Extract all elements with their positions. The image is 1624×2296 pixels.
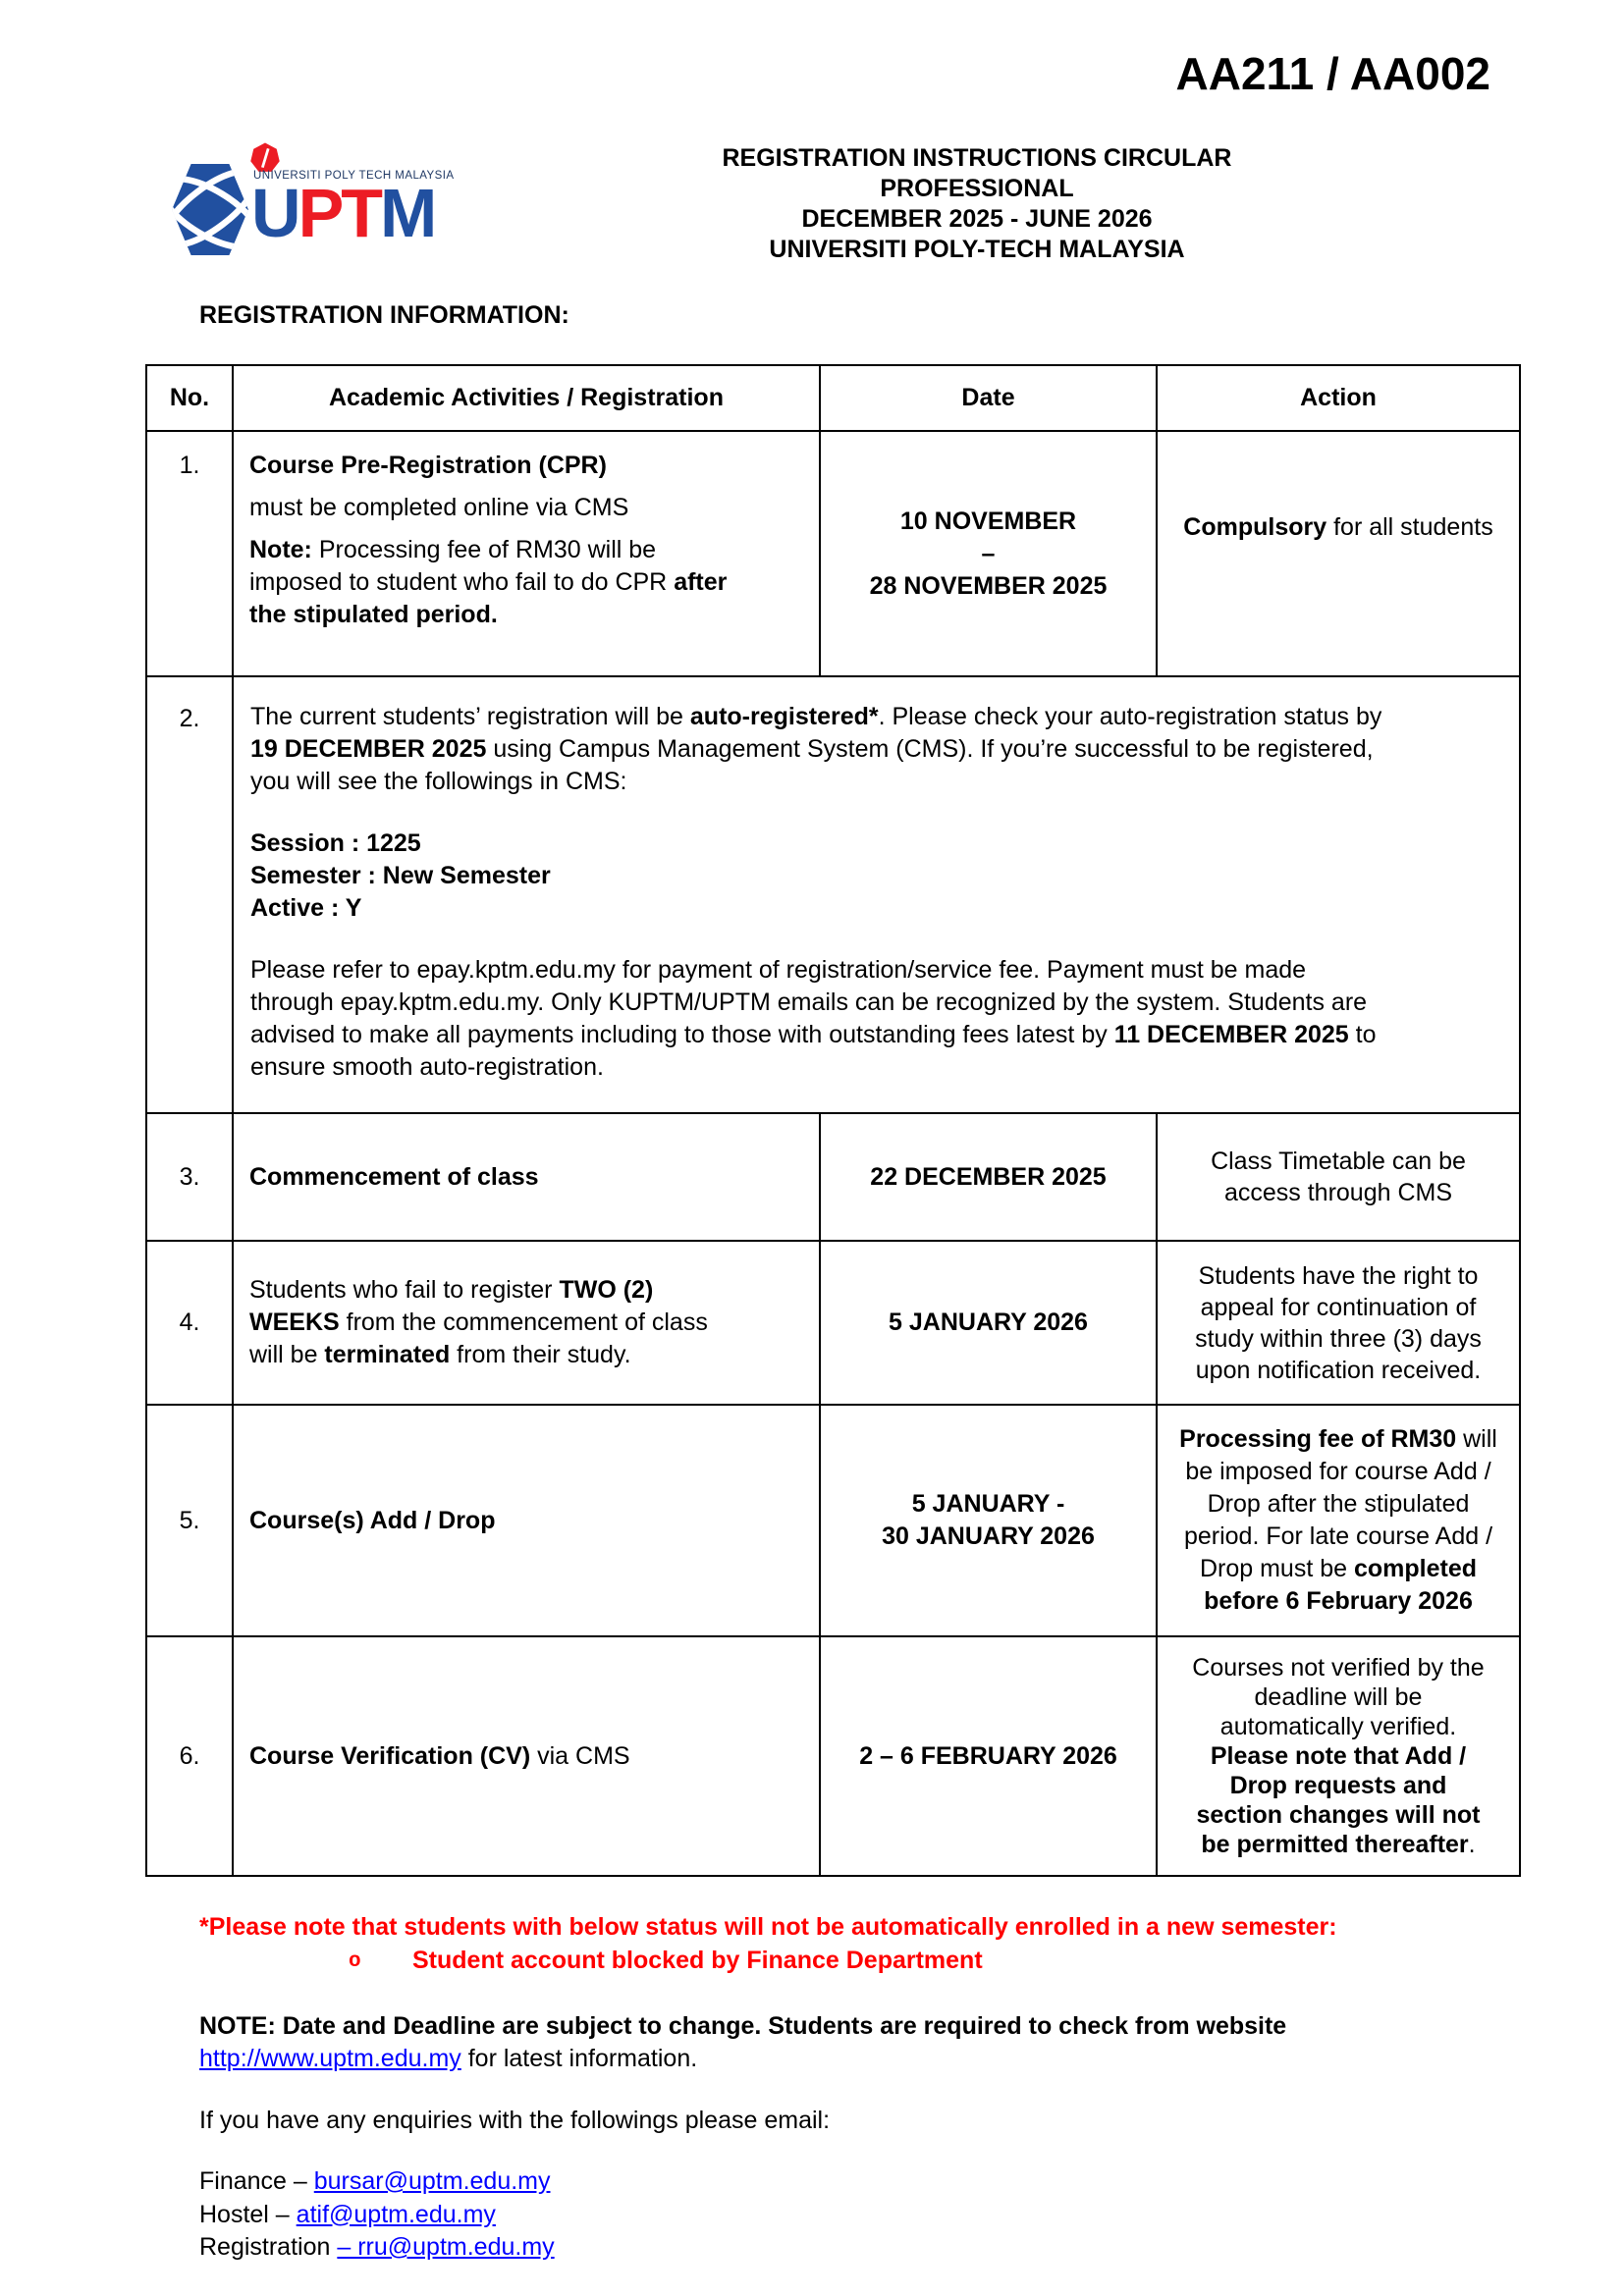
- warning-line: *Please note that students with below status will not be automatically enrolled in a new semester:: [199, 1913, 1337, 1941]
- text-segment: Please refer to epay.kptm.edu.my for payment of registration/service fee. Payment must be made through epay.kptm.edu.my. Only KUPTM/UPTM emails can be recognized by the system. Students are advised to make all payments including to those with outstanding fees latest by: [250, 956, 1368, 1048]
- contact-label: Hostel –: [199, 2200, 297, 2228]
- text-segment: via CMS: [530, 1741, 630, 1770]
- text-segment: from the commencement of class will be: [249, 1308, 708, 1368]
- row6-action-text: [1191, 1653, 1486, 1859]
- row4-activities: [233, 1241, 820, 1405]
- title-line-1: REGISTRATION INSTRUCTIONS CIRCULAR: [722, 144, 1232, 172]
- text-segment: Course(s) Add / Drop: [249, 1506, 496, 1534]
- warning-bullet-line: [199, 1944, 1476, 1977]
- row3-date: [820, 1113, 1157, 1241]
- note-line-2-rest: for latest information.: [460, 2045, 698, 2072]
- bullet-marker: o: [349, 1950, 361, 1973]
- title-line-4: UNIVERSITI POLY-TECH MALAYSIA: [769, 236, 1185, 263]
- text-segment: to ensure smooth auto-registration.: [250, 1021, 1377, 1081]
- row1-activity-title: [249, 450, 740, 482]
- warning-note: [199, 1910, 1476, 1977]
- row4-activity-text: [249, 1274, 731, 1371]
- text-segment: Class Timetable can be access through CMS: [1211, 1148, 1466, 1206]
- table-row-5: [146, 1405, 1520, 1636]
- row4-date: [820, 1241, 1157, 1405]
- row5-activities: [233, 1405, 820, 1636]
- text-segment: .: [1468, 1831, 1476, 1858]
- header-date: Date: [820, 365, 1157, 431]
- text-segment: Compulsory: [1183, 513, 1327, 541]
- row4-number: 4.: [146, 1241, 233, 1405]
- row3-action-text: [1175, 1146, 1501, 1208]
- row1-activities: [233, 431, 820, 676]
- row6-activity-title: [249, 1740, 803, 1773]
- title-line-3: DECEMBER 2025 - JUNE 2026: [801, 205, 1153, 233]
- logo-letter-u: U: [251, 175, 298, 251]
- row6-number: 6.: [146, 1636, 233, 1876]
- note-block: [199, 2010, 1476, 2075]
- row1-number: 1.: [146, 431, 233, 676]
- row2-content: [233, 676, 1520, 1113]
- text-segment: from their study.: [450, 1341, 631, 1368]
- warning-bullet-text: Student account blocked by Finance Department: [412, 1947, 983, 1974]
- enquiry-line: If you have any enquiries with the followings please email:: [199, 2107, 831, 2134]
- registration-email-link[interactable]: – rru@uptm.edu.my: [337, 2233, 555, 2261]
- uptm-logo: [169, 137, 463, 263]
- row1-activity-note: [249, 534, 740, 631]
- date-line: –: [981, 539, 996, 567]
- text-segment: Commencement of class: [249, 1162, 539, 1191]
- row6-date: [820, 1636, 1157, 1876]
- logo-letter-m: M: [380, 175, 435, 251]
- date-line: 2 – 6 FEBRUARY 2026: [859, 1741, 1117, 1770]
- row5-number: 5.: [146, 1405, 233, 1636]
- row5-action-text: [1175, 1423, 1501, 1618]
- table-header-row: [146, 365, 1520, 431]
- logo-letters-pt: PT: [298, 175, 381, 251]
- text-segment: . Please check your auto-registration status by: [878, 703, 1382, 730]
- text-segment: after the stipulated period.: [249, 568, 728, 628]
- status-session: Session : 1225: [250, 829, 421, 857]
- contact-list: [199, 2165, 555, 2265]
- text-segment: Processing fee of RM30 will be imposed to student who fail to do CPR: [249, 536, 675, 596]
- status-active: Active : Y: [250, 894, 362, 922]
- contact-line-hostel: [199, 2199, 555, 2232]
- registration-table: [145, 364, 1521, 1877]
- text-segment: auto-registered*: [689, 703, 879, 730]
- row1-date: [820, 431, 1157, 676]
- row1-action: [1157, 431, 1520, 676]
- row5-action: [1157, 1405, 1520, 1636]
- status-semester: Semester : New Semester: [250, 862, 551, 889]
- text-segment: 19 DECEMBER 2025: [250, 735, 487, 763]
- row2-paragraph-1: [250, 701, 1395, 798]
- text-segment: Course Pre-Registration (CPR): [249, 452, 607, 479]
- text-segment: Courses not verified by the deadline will be automatically verified.: [1192, 1654, 1485, 1740]
- section-heading: REGISTRATION INFORMATION:: [199, 301, 569, 329]
- row2-status-block: [250, 828, 1395, 925]
- date-line: 28 NOVEMBER 2025: [869, 571, 1108, 600]
- note-line-2: [199, 2043, 1476, 2075]
- date-line: 10 NOVEMBER: [899, 507, 1077, 535]
- table-row-2: [146, 676, 1520, 1113]
- table-row-6: [146, 1636, 1520, 1876]
- contact-label: Finance –: [199, 2167, 314, 2195]
- header-action: Action: [1157, 365, 1520, 431]
- text-segment: TWO (2) WEEKS: [249, 1276, 654, 1336]
- date-line: 30 JANUARY 2026: [882, 1522, 1095, 1550]
- date-line: 5 JANUARY 2026: [889, 1308, 1088, 1336]
- table-row-4: [146, 1241, 1520, 1405]
- logo-acronym: [251, 177, 434, 249]
- contact-label: Registration: [199, 2233, 338, 2261]
- contact-line-registration: [199, 2231, 555, 2265]
- uptm-website-link[interactable]: http://www.uptm.edu.my: [199, 2045, 461, 2072]
- title-line-2: PROFESSIONAL: [880, 175, 1074, 202]
- row4-action: [1157, 1241, 1520, 1405]
- row3-number: 3.: [146, 1113, 233, 1241]
- row3-action: [1157, 1113, 1520, 1241]
- note-line-1: NOTE: Date and Deadline are subject to change. Students are required to check from website: [199, 2012, 1287, 2040]
- text-segment: using Campus Management System (CMS). If you’re successful to be registered, you will see the followings in CMS:: [250, 735, 1374, 795]
- header-no: No.: [146, 365, 233, 431]
- document-title: [432, 143, 1522, 265]
- text-segment: The current students’ registration will be: [250, 703, 690, 730]
- row3-activities: [233, 1113, 820, 1241]
- table-row-1: [146, 431, 1520, 676]
- text-segment: Students who fail to register: [249, 1276, 560, 1304]
- logo-globe-hexagon-icon: [172, 164, 248, 255]
- table-row-3: [146, 1113, 1520, 1241]
- row6-activities: [233, 1636, 820, 1876]
- text-segment: terminated: [324, 1341, 451, 1368]
- row1-action-text: [1175, 511, 1501, 543]
- row4-action-text: [1175, 1260, 1501, 1386]
- text-segment: 11 DECEMBER 2025: [1113, 1021, 1349, 1048]
- date-line: 22 DECEMBER 2025: [870, 1162, 1107, 1191]
- row5-date: [820, 1405, 1157, 1636]
- document-code: AA211 / AA002: [1175, 48, 1490, 99]
- text-segment: completed before 6 February 2026: [1204, 1555, 1478, 1615]
- text-segment: for all students: [1326, 513, 1493, 541]
- row3-activity-title: [249, 1161, 803, 1194]
- row1-activity-detail: [249, 492, 740, 524]
- hostel-email-link[interactable]: atif@uptm.edu.my: [296, 2200, 496, 2228]
- text-segment: must be completed online via CMS: [249, 494, 629, 521]
- row2-paragraph-2: [250, 954, 1395, 1084]
- text-segment: Students have the right to appeal for continuation of study within three (3) days upon notification received.: [1195, 1261, 1482, 1384]
- text-segment: Course Verification (CV): [249, 1741, 531, 1770]
- row6-action: [1157, 1636, 1520, 1876]
- logo-tagline: UNIVERSITI POLY TECH MALAYSIA: [253, 170, 455, 182]
- text-segment: will be imposed for course Add / Drop after the stipulated period. For late course Add / Drop must be: [1183, 1425, 1497, 1582]
- date-line: 5 JANUARY -: [911, 1490, 1065, 1518]
- contact-line-finance: [199, 2165, 555, 2199]
- text-segment: Processing fee of RM30: [1179, 1425, 1457, 1453]
- row5-activity-title: [249, 1505, 803, 1537]
- text-segment: Please note that Add / Drop requests and section changes will not be permitted thereafter: [1196, 1742, 1481, 1858]
- finance-email-link[interactable]: bursar@uptm.edu.my: [313, 2167, 551, 2195]
- row2-number: 2.: [146, 676, 233, 1113]
- header-activities: Academic Activities / Registration: [233, 365, 820, 431]
- text-segment: Note:: [249, 536, 312, 563]
